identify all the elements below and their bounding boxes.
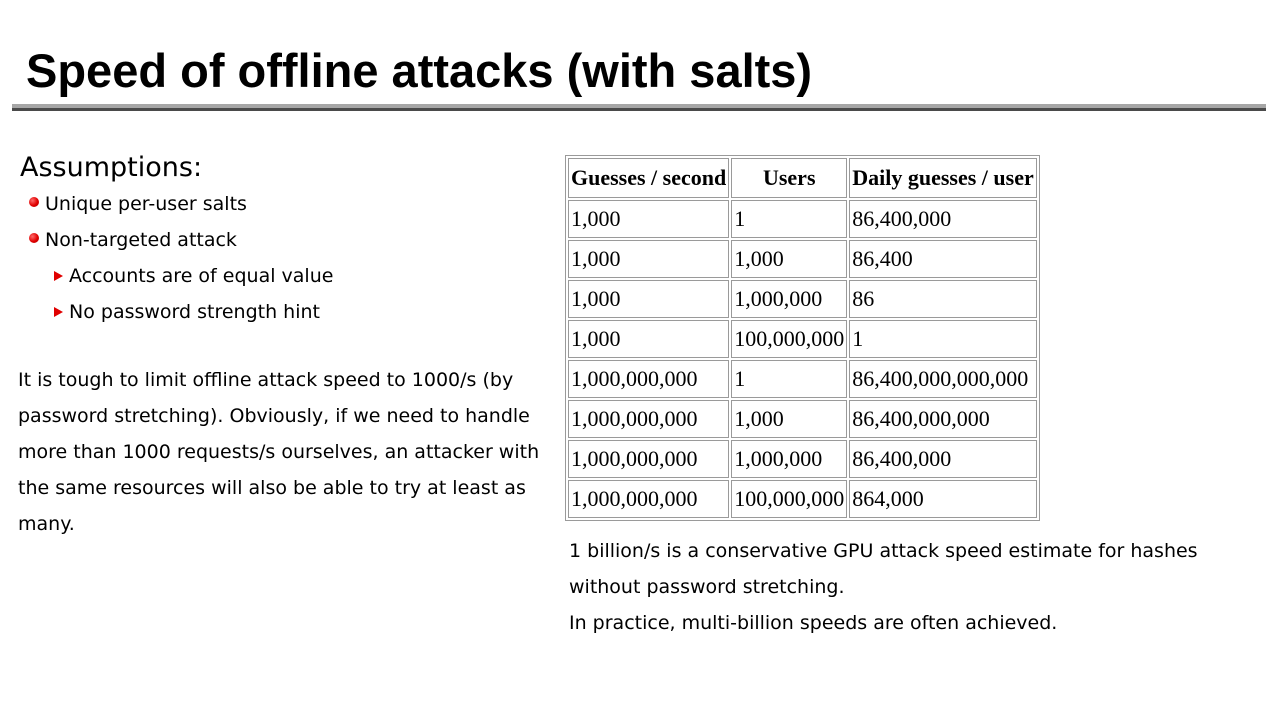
table-cell: 86,400,000: [849, 200, 1037, 238]
attack-speed-table: [565, 155, 1040, 521]
table-cell: 1,000,000,000: [568, 440, 729, 478]
table-row: [568, 200, 1037, 238]
table-cell: 1: [849, 320, 1037, 358]
table-cell: 86: [849, 280, 1037, 318]
table-cell: 864,000: [849, 480, 1037, 518]
assumptions-heading: Assumptions:: [20, 152, 203, 183]
table-cell: 100,000,000: [731, 480, 847, 518]
table-cell: 1,000,000,000: [568, 360, 729, 398]
column-header: Users: [731, 158, 847, 198]
table-cell: 1,000: [568, 240, 729, 278]
column-header: Guesses / second: [568, 158, 729, 198]
stretching-paragraph: It is tough to limit offline attack speed to 1000/s (by password stretching). Obviously, if we need to handle more than 1000 requests/s ourselves, an attacker with the same resources will also be able to try at least as many.: [18, 369, 540, 535]
table-cell: 86,400: [849, 240, 1037, 278]
assumptions-list: [18, 186, 548, 330]
table-cell: 1,000: [731, 240, 847, 278]
list-item: [18, 222, 548, 258]
table-cell: 86,400,000,000: [849, 400, 1037, 438]
slide-title: Speed of offline attacks (with salts): [26, 44, 813, 97]
assumptions-section: [18, 150, 548, 542]
list-item: [18, 186, 548, 222]
table-cell: 86,400,000,000,000: [849, 360, 1037, 398]
red-dot-bullet-icon: [29, 197, 39, 207]
table-cell: 1,000: [568, 320, 729, 358]
table-row: [568, 360, 1037, 398]
table-row: [568, 280, 1037, 318]
table-cell: 100,000,000: [731, 320, 847, 358]
gpu-speed-note: [569, 533, 1269, 641]
red-triangle-bullet-icon: [54, 271, 63, 281]
bullet-text: No password strength hint: [69, 301, 320, 323]
table-row: [568, 440, 1037, 478]
table-row: [568, 240, 1037, 278]
table-cell: 1: [731, 200, 847, 238]
table-cell: 1,000: [568, 200, 729, 238]
bullet-text: Non-targeted attack: [45, 229, 237, 251]
list-item: [18, 294, 548, 330]
column-header: Daily guesses / user: [849, 158, 1037, 198]
table-cell: 1,000,000,000: [568, 480, 729, 518]
table-cell: 1,000,000,000: [568, 400, 729, 438]
title-divider: [12, 104, 1266, 111]
table-cell: 1: [731, 360, 847, 398]
table-cell: 1,000,000: [731, 440, 847, 478]
red-triangle-bullet-icon: [54, 307, 63, 317]
table-row: [568, 320, 1037, 358]
note-line: In practice, multi-billion speeds are often achieved.: [569, 612, 1058, 634]
table-header-row: [568, 158, 1037, 198]
table-cell: 86,400,000: [849, 440, 1037, 478]
list-item: [18, 258, 548, 294]
table-row: [568, 400, 1037, 438]
table-row: [568, 480, 1037, 518]
table-cell: 1,000: [731, 400, 847, 438]
red-dot-bullet-icon: [29, 233, 39, 243]
bullet-text: Unique per-user salts: [45, 193, 247, 215]
table-cell: 1,000: [568, 280, 729, 318]
table-cell: 1,000,000: [731, 280, 847, 318]
bullet-text: Accounts are of equal value: [69, 265, 334, 287]
note-line: 1 billion/s is a conservative GPU attack speed estimate for hashes without password stretching.: [569, 540, 1198, 598]
